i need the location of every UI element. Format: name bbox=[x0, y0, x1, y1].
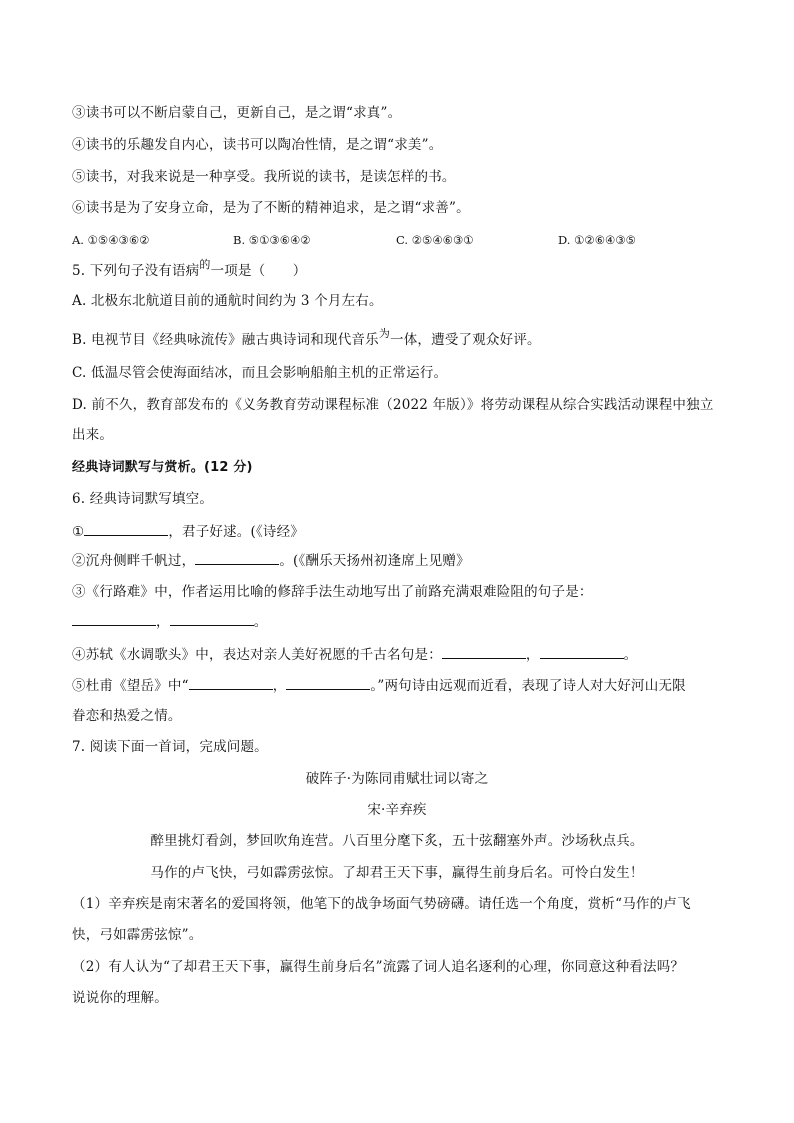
q5-option-b-sup: 为 bbox=[378, 327, 391, 340]
q4-option-c[interactable]: C. ②⑤④⑥③① bbox=[396, 233, 474, 247]
answer-blank[interactable] bbox=[286, 676, 370, 690]
q5-stem-text-a: 5. 下列句子没有语病 bbox=[72, 263, 200, 279]
q6-item-4-end: 。 bbox=[623, 647, 638, 663]
q5-option-c[interactable]: C. 低温尽管会使海面结冰，而且会影响船舶主机的正常运行。 bbox=[72, 365, 448, 381]
answer-blank[interactable] bbox=[189, 676, 273, 690]
q6-item-5-sep: ， bbox=[272, 678, 287, 694]
q7-sub1-line2: 快，弓如霹雳弦惊”。 bbox=[72, 927, 203, 943]
q6-item-4 bbox=[72, 645, 637, 664]
q5-stem bbox=[72, 258, 307, 281]
q6-item-5-line2: 眷恋和热爱之情。 bbox=[72, 708, 182, 724]
poem-line-1: 醉里挑灯看剑，梦回吹角连营。八百里分麾下炙，五十弦翻塞外声。沙场秋点兵。 bbox=[150, 833, 644, 849]
q6-item-3-sep: ， bbox=[156, 614, 170, 630]
answer-blank[interactable] bbox=[442, 645, 526, 659]
q6-item-1-pre: ① bbox=[72, 524, 85, 540]
section-title: 经典诗词默写与赏析。(12 分) bbox=[72, 460, 253, 475]
q5-option-b-text-2: 一体，遭受了观众好评。 bbox=[390, 332, 541, 348]
q7-stem: 7. 阅读下面一首词，完成问题。 bbox=[72, 739, 268, 755]
q6-item-4-sep: ， bbox=[525, 647, 540, 663]
answer-blank[interactable] bbox=[540, 645, 624, 659]
q7-sub2-line2: 说说你的理解。 bbox=[72, 990, 168, 1006]
poem-title: 破阵子·为陈同甫赋壮词以寄之 bbox=[305, 771, 489, 787]
order-sentence-3: ③读书可以不断启蒙自己，更新自己，是之谓“求真”。 bbox=[72, 105, 402, 121]
order-sentence-5: ⑤读书，对我来说是一种享受。我所说的读书，是读怎样的书。 bbox=[72, 169, 456, 185]
q4-option-a[interactable]: A. ①⑤④③⑥② bbox=[72, 233, 150, 247]
q6-item-1 bbox=[72, 522, 304, 541]
q6-item-5-post: 。”两句诗由远观而近看，表现了诗人对大好河山无限 bbox=[370, 678, 686, 694]
order-sentence-6: ⑥读书是为了安身立命，是为了不断的精神追求，是之谓“求善”。 bbox=[72, 200, 470, 216]
q6-item-1-post: ，君子好逑。(《诗经》 bbox=[168, 524, 305, 540]
answer-blank[interactable] bbox=[72, 612, 156, 626]
q5-option-b[interactable] bbox=[72, 327, 541, 350]
q6-stem: 6. 经典诗词默写填空。 bbox=[72, 491, 214, 507]
q6-item-3-end: 。 bbox=[253, 614, 268, 630]
q6-item-5-pre: ⑤杜甫《望岳》中“ bbox=[72, 678, 189, 694]
q6-item-5 bbox=[72, 676, 686, 695]
poem-author: 宋·辛弃疾 bbox=[367, 802, 427, 818]
q5-option-d-line1[interactable]: D. 前不久，教育部发布的《义务教育劳动课程标准（2022 年版）》将劳动课程从综合实践活动课程中独立 bbox=[72, 397, 714, 413]
answer-blank[interactable] bbox=[170, 612, 254, 626]
q4-option-d[interactable]: D. ①②⑥④③⑤ bbox=[558, 233, 636, 247]
q6-item-2-post: 。(《酬乐天扬州初逢席上见赠》 bbox=[279, 553, 470, 569]
order-sentence-4: ④读书的乐趣发自内心，读书可以陶冶性情，是之谓“求美”。 bbox=[72, 137, 443, 153]
poem-line-2: 马作的卢飞快，弓如霹雳弦惊。了却君王天下事，赢得生前身后名。可怜白发生！ bbox=[150, 865, 644, 881]
q5-option-d-line2: 出来。 bbox=[72, 427, 114, 443]
q6-item-3-answers bbox=[72, 612, 267, 631]
q6-item-4-pre: ④苏轼《水调歌头》中，表达对亲人美好祝愿的千古名句是： bbox=[72, 647, 442, 663]
q5-option-a[interactable]: A. 北极东北航道目前的通航时间约为 3 个月左右。 bbox=[72, 293, 383, 309]
answer-blank[interactable] bbox=[195, 551, 279, 565]
q6-item-2 bbox=[72, 551, 470, 570]
q4-option-b[interactable]: B. ⑤①③⑥④② bbox=[233, 233, 311, 247]
q5-stem-sup: 的 bbox=[199, 258, 211, 271]
q6-item-2-pre: ②沉舟侧畔千帆过， bbox=[72, 553, 196, 569]
answer-blank[interactable] bbox=[84, 522, 168, 536]
q6-item-3: ③《行路难》中，作者运用比喻的修辞手法生动地写出了前路充满艰难险阻的句子是： bbox=[72, 584, 593, 600]
q7-sub1-line1: （1）辛弃疾是南宋著名的爱国将领，他笔下的战争场面气势磅礴。请任选一个角度，赏析“马作的卢飞 bbox=[72, 896, 691, 912]
q5-option-b-text-1: B. 电视节目《经典咏流传》融古典诗词和现代音乐 bbox=[72, 332, 379, 348]
q7-sub2-line1: （2）有人认为“了却君王天下事，赢得生前身后名”流露了词人追名逐利的心理，你同意这种看法吗？ bbox=[72, 959, 685, 975]
q5-stem-text-b: 一项是（ ） bbox=[210, 263, 307, 279]
